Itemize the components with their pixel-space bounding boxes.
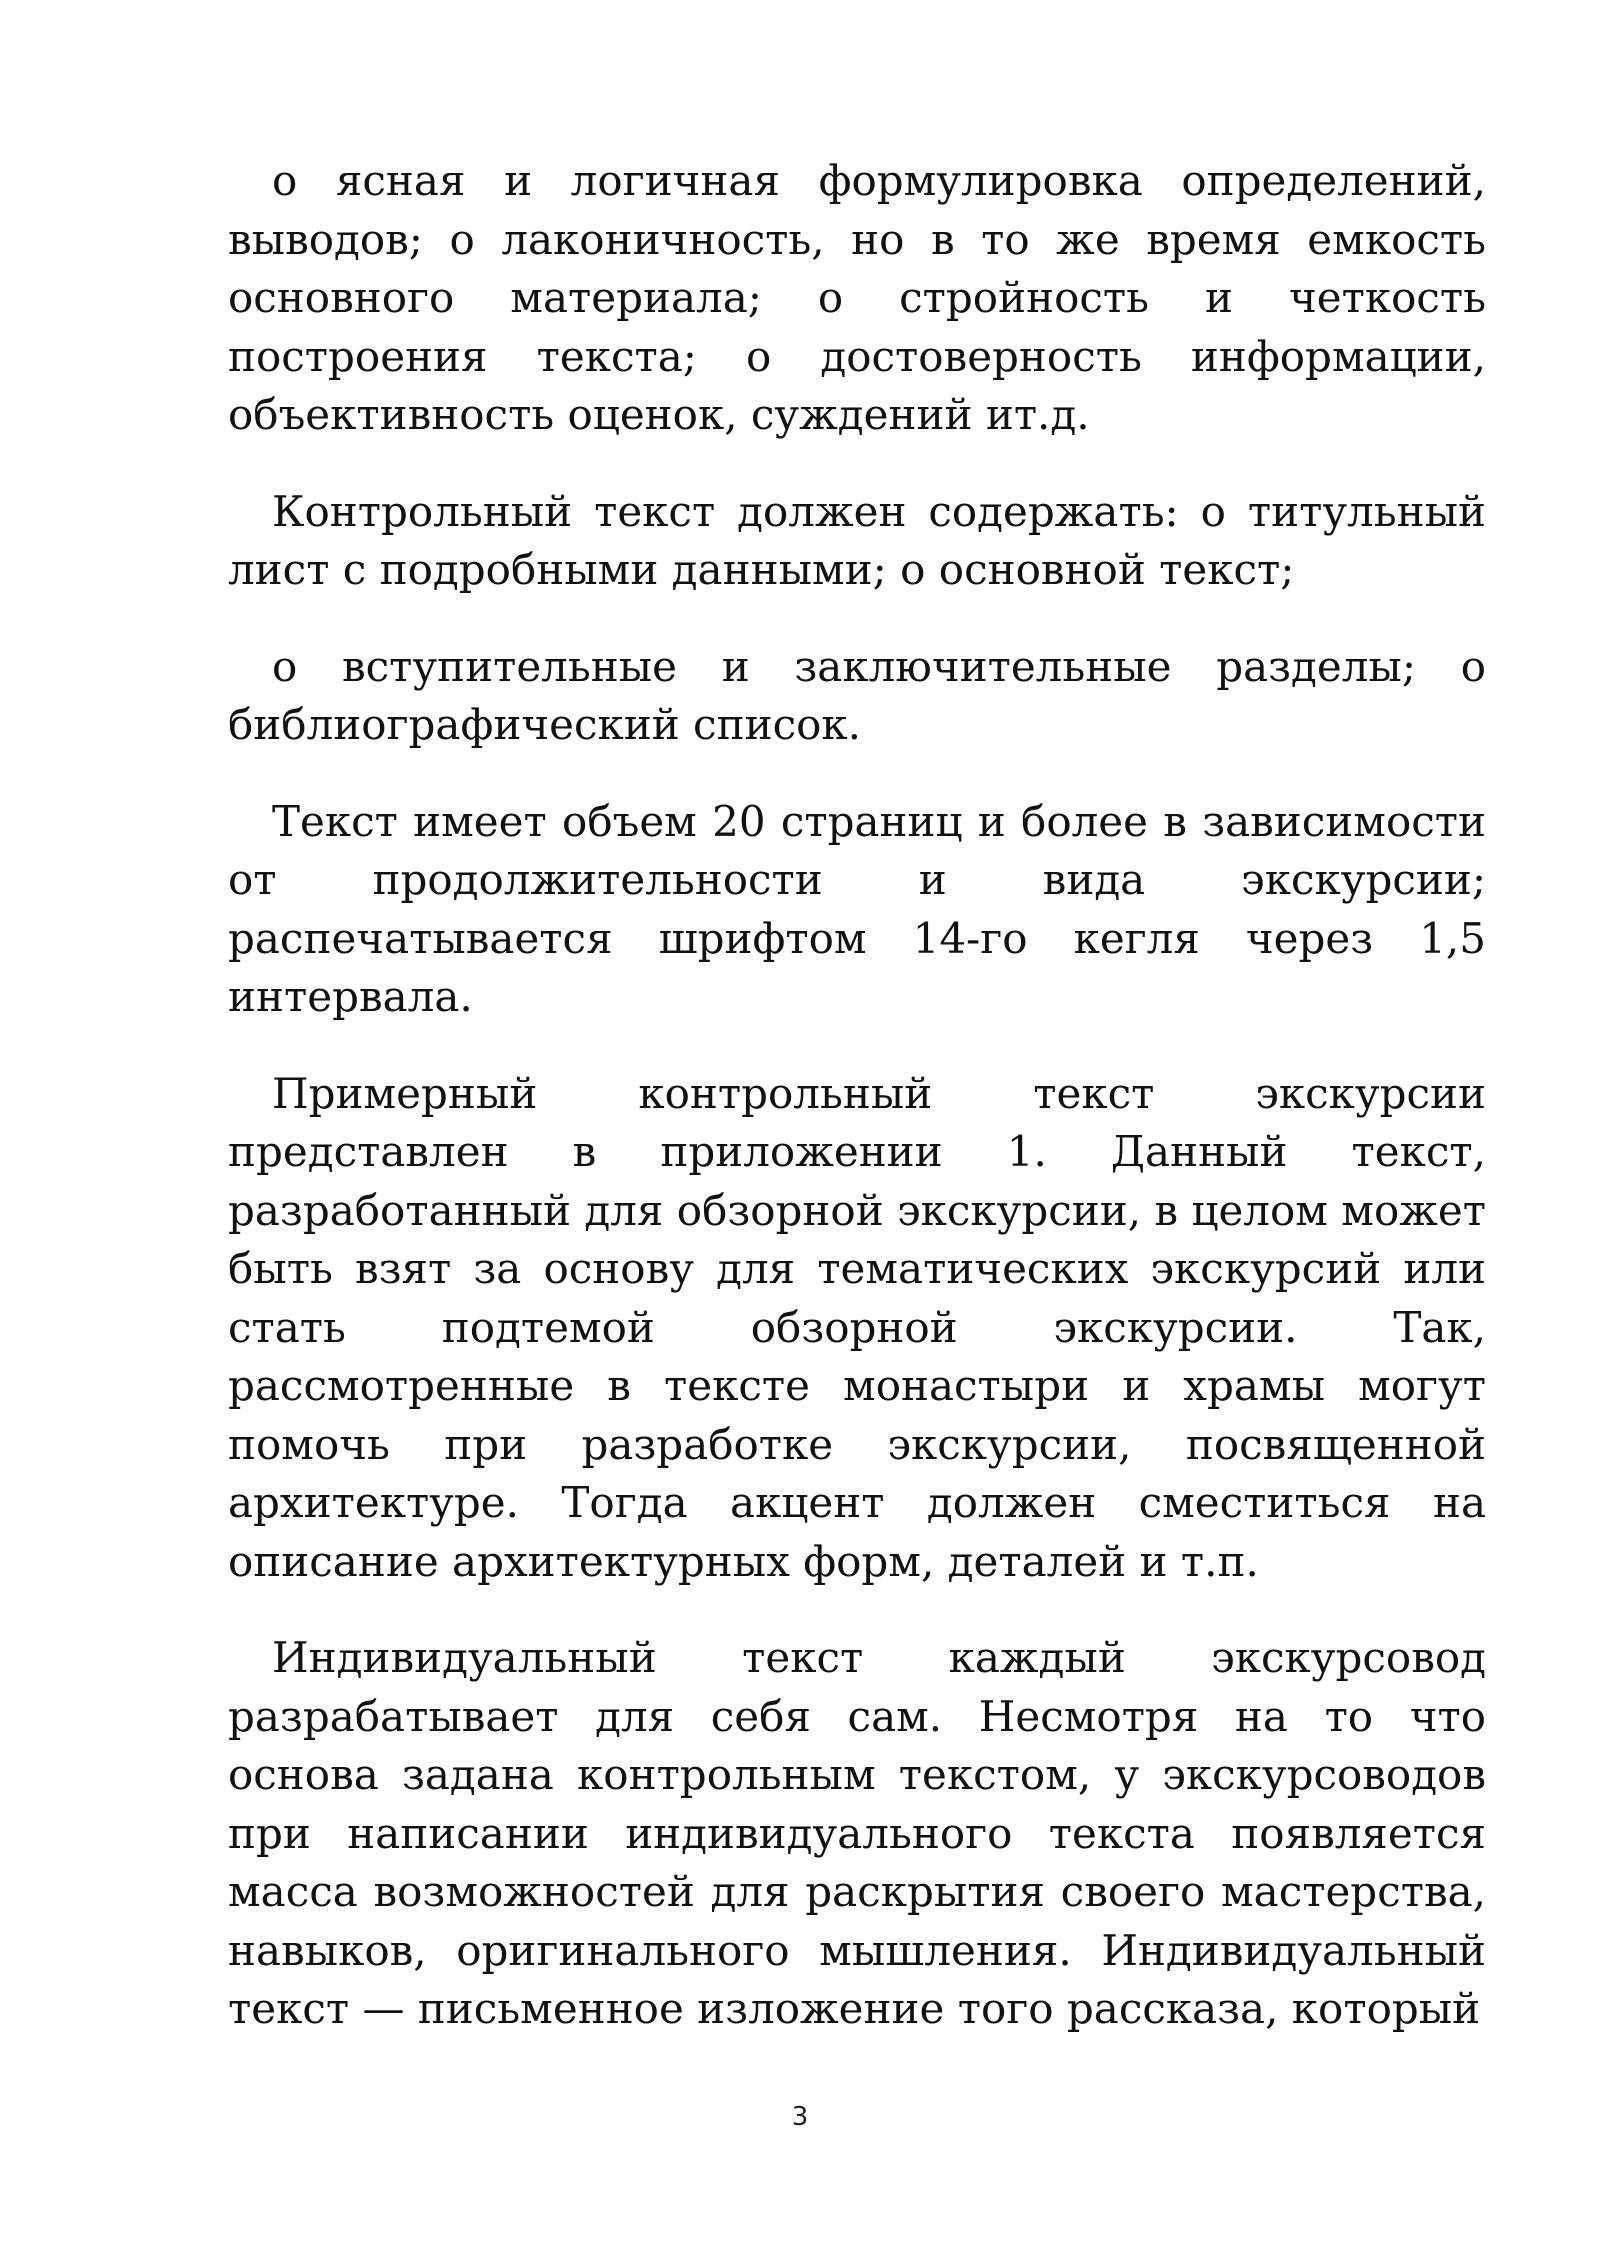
paragraph-text-volume: Текст имеет объем 20 страниц и более в зависимости от продолжительности и вида экскурсии; распечатывается шрифтом 14-го кегля через 1,5 интервала. (228, 796, 1486, 1021)
paragraph-control-text-contents: Контрольный текст должен содержать: о титульный лист с подробными данными; о основной текст; (228, 486, 1486, 594)
paragraph-individual-text: Индивидуальный текст каждый экскурсовод разрабатывает для себя сам. Несмотря на то что основа задана контрольным текстом, у экскурсоводов при написании индивидуального текста появляется масса возможностей для раскрытия своего мастерства, навыков, оригинального мышления. Индивидуальный текст — письменное изложение того рассказа, который (228, 1633, 1486, 2033)
body-text (228, 152, 1486, 2077)
page-number: 3 (791, 2102, 809, 2132)
paragraph-sample-control-text: Примерный контрольный текст экскурсии представлен в приложении 1. Данный текст, разработанный для обзорной экскурсии, в целом может быть взят за основу для тематических экскурсий или стать подтемой обзорной экскурсии. Так, рассмотренные в тексте монастыри и храмы могут помочь при разработке экскурсии, посвященной архитектуре. Тогда акцент должен сместиться на описание архитектурных форм, деталей и т.п. (228, 1068, 1486, 1586)
paragraph-quality-criteria: о ясная и логичная формулировка определений, выводов; о лаконичность, но в то же время емкость основного материала; о стройность и четкость построения текста; о достоверность информации, объективность оценок, суждений ит.д. (228, 156, 1486, 439)
paragraph-sections-bibliography: о вступительные и заключительные разделы; о библиографический список. (228, 641, 1486, 749)
